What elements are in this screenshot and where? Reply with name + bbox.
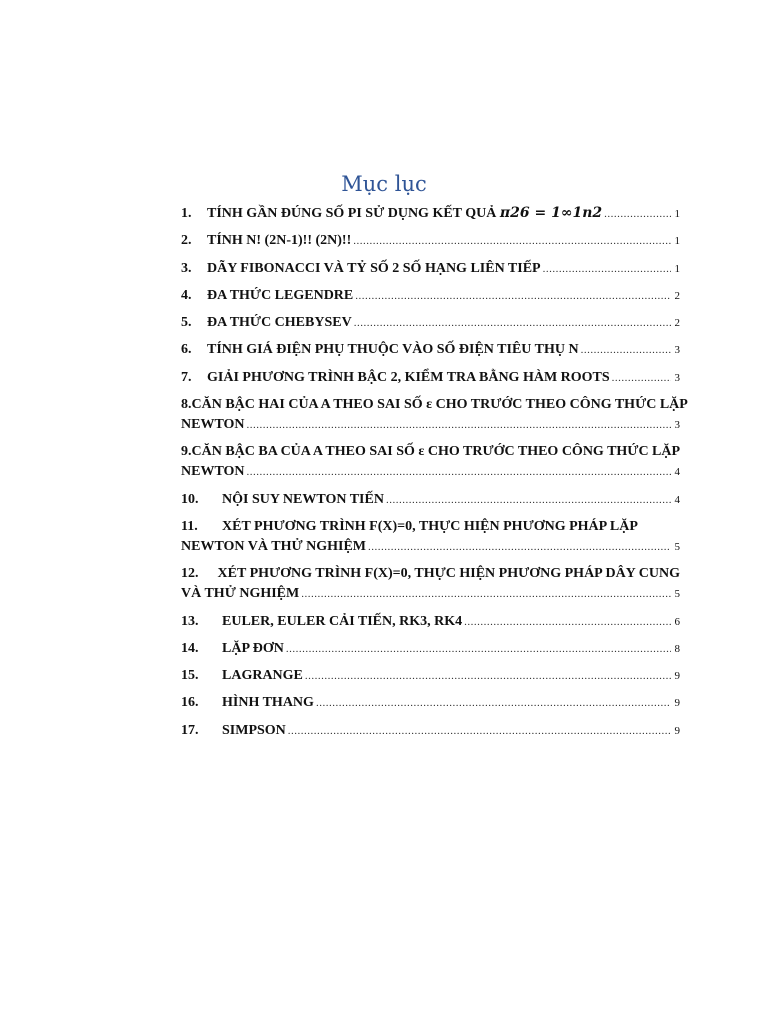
- toc-entry-7[interactable]: [181, 368, 680, 388]
- entry-title: TÍNH N! (2N-1)!! (2N)!!: [207, 233, 352, 249]
- toc-entry-3[interactable]: [181, 259, 680, 279]
- toc-entry-8[interactable]: [181, 395, 688, 435]
- toc-entry-16[interactable]: [181, 693, 680, 713]
- toc-entry-15[interactable]: [181, 666, 680, 686]
- dot-leader: [612, 368, 671, 388]
- toc-entry-17[interactable]: [181, 721, 680, 741]
- dot-leader: [604, 204, 670, 224]
- entry-number: 5.: [181, 315, 192, 331]
- entry-number: 14.: [181, 640, 199, 656]
- entry-number: 11.: [181, 518, 198, 534]
- dot-leader: [354, 313, 671, 333]
- entry-page-number: 5: [674, 588, 680, 601]
- entry-page-number: 3: [674, 419, 680, 432]
- toc-entry-6[interactable]: [181, 340, 680, 360]
- dot-leader: [543, 259, 671, 279]
- entry-title: CĂN BẬC BA CỦA A THEO SAI SỐ ε CHO TRƯỚC THEO CÔNG THỨC LẶP: [191, 444, 681, 460]
- entry-title-continued: NEWTON: [181, 417, 245, 433]
- entry-title-continued: VÀ THỬ NGHIỆM: [181, 586, 300, 602]
- dot-leader: [316, 693, 671, 713]
- dot-leader: [386, 490, 671, 510]
- entry-page-number: 8: [674, 642, 680, 655]
- entry-title: GIẢI PHƯƠNG TRÌNH BẬC 2, KIỂM TRA BẰNG HÀM ROOTS: [207, 369, 610, 385]
- entry-number: 3.: [181, 260, 192, 276]
- entry-page-number: 4: [674, 493, 680, 506]
- dot-leader: [286, 639, 671, 659]
- toc-entry-2[interactable]: [181, 231, 680, 251]
- entry-page-number: 2: [674, 289, 680, 302]
- dot-leader: [305, 666, 671, 686]
- entry-title: EULER, EULER CẢI TIẾN, RK3, RK4: [222, 613, 463, 629]
- entry-page-number: 5: [674, 540, 680, 553]
- entry-title: XÉT PHƯƠNG TRÌNH F(X)=0, THỰC HIỆN PHƯƠNG PHÁP LẶP: [222, 518, 638, 534]
- toc-entry-5[interactable]: [181, 313, 680, 333]
- dot-leader: [353, 231, 670, 251]
- toc-title: Mục lục: [341, 172, 427, 196]
- entry-number: 4.: [181, 287, 192, 303]
- dot-leader: [368, 537, 670, 557]
- entry-title: NỘI SUY NEWTON TIẾN: [222, 491, 384, 507]
- entry-page-number: 1: [674, 235, 680, 248]
- entry-title: CĂN BẬC HAI CỦA A THEO SAI SỐ ε CHO TRƯỚC THEO CÔNG THỨC LẶP: [191, 397, 688, 413]
- entry-title: LAGRANGE: [222, 668, 303, 684]
- entry-title: HÌNH THANG: [222, 695, 314, 711]
- dot-leader: [301, 584, 670, 604]
- toc-entry-9[interactable]: [181, 442, 680, 482]
- dot-leader: [355, 286, 670, 306]
- entry-title: TÍNH GẦN ĐÚNG SỐ PI SỬ DỤNG KẾT QUẢ π26 = 1∞1n2: [207, 205, 603, 221]
- toc-entry-4[interactable]: [181, 286, 680, 306]
- entry-number: 1.: [181, 206, 192, 221]
- table-of-contents: [181, 203, 688, 748]
- entry-title: LẶP ĐƠN: [222, 640, 284, 656]
- entry-title: ĐA THỨC LEGENDRE: [207, 287, 354, 303]
- entry-title-continued: NEWTON VÀ THỬ NGHIỆM: [181, 538, 367, 554]
- dot-leader: [247, 415, 671, 435]
- toc-entry-12[interactable]: [181, 564, 680, 604]
- toc-entry-1[interactable]: [181, 203, 680, 224]
- toc-entry-13[interactable]: [181, 612, 680, 632]
- entry-title: TÍNH GIÁ ĐIỆN PHỤ THUỘC VÀO SỐ ĐIỆN TIÊU THỤ N: [207, 342, 579, 358]
- entry-number: 13.: [181, 613, 199, 629]
- pi-formula: π26 = 1∞1n2: [499, 205, 603, 221]
- entry-page-number: 3: [674, 344, 680, 357]
- entry-title: ĐA THỨC CHEBYSEV: [207, 315, 352, 331]
- entry-number: 6.: [181, 342, 192, 358]
- toc-entry-11[interactable]: [181, 517, 680, 557]
- entry-number: 15.: [181, 668, 199, 684]
- entry-number: 10.: [181, 491, 199, 507]
- entry-number: 8.: [181, 397, 192, 413]
- entry-number: 9.: [181, 444, 192, 460]
- dot-leader: [288, 721, 671, 741]
- entry-page-number: 1: [674, 262, 680, 275]
- entry-number: 2.: [181, 233, 192, 249]
- dot-leader: [464, 612, 670, 632]
- entry-number: 7.: [181, 369, 192, 385]
- entry-number: 12.: [181, 566, 199, 582]
- entry-page-number: 4: [674, 466, 680, 479]
- entry-page-number: 9: [674, 670, 680, 683]
- entry-page-number: 1: [674, 208, 680, 220]
- entry-page-number: 2: [674, 317, 680, 330]
- dot-leader: [581, 340, 671, 360]
- entry-number: 16.: [181, 695, 199, 711]
- toc-entry-14[interactable]: [181, 639, 680, 659]
- toc-entry-10[interactable]: [181, 490, 680, 510]
- entry-title: SIMPSON: [222, 722, 286, 738]
- dot-leader: [247, 462, 671, 482]
- entry-title: XÉT PHƯƠNG TRÌNH F(X)=0, THỰC HIỆN PHƯƠNG PHÁP DÂY CUNG: [217, 566, 680, 582]
- entry-page-number: 3: [674, 371, 680, 384]
- entry-number: 17.: [181, 722, 199, 738]
- entry-title: DÃY FIBONACCI VÀ TỶ SỐ 2 SỐ HẠNG LIÊN TIẾP: [207, 260, 541, 276]
- entry-title-continued: NEWTON: [181, 464, 245, 480]
- entry-page-number: 9: [674, 724, 680, 737]
- entry-page-number: 6: [674, 615, 680, 628]
- entry-page-number: 9: [674, 697, 680, 710]
